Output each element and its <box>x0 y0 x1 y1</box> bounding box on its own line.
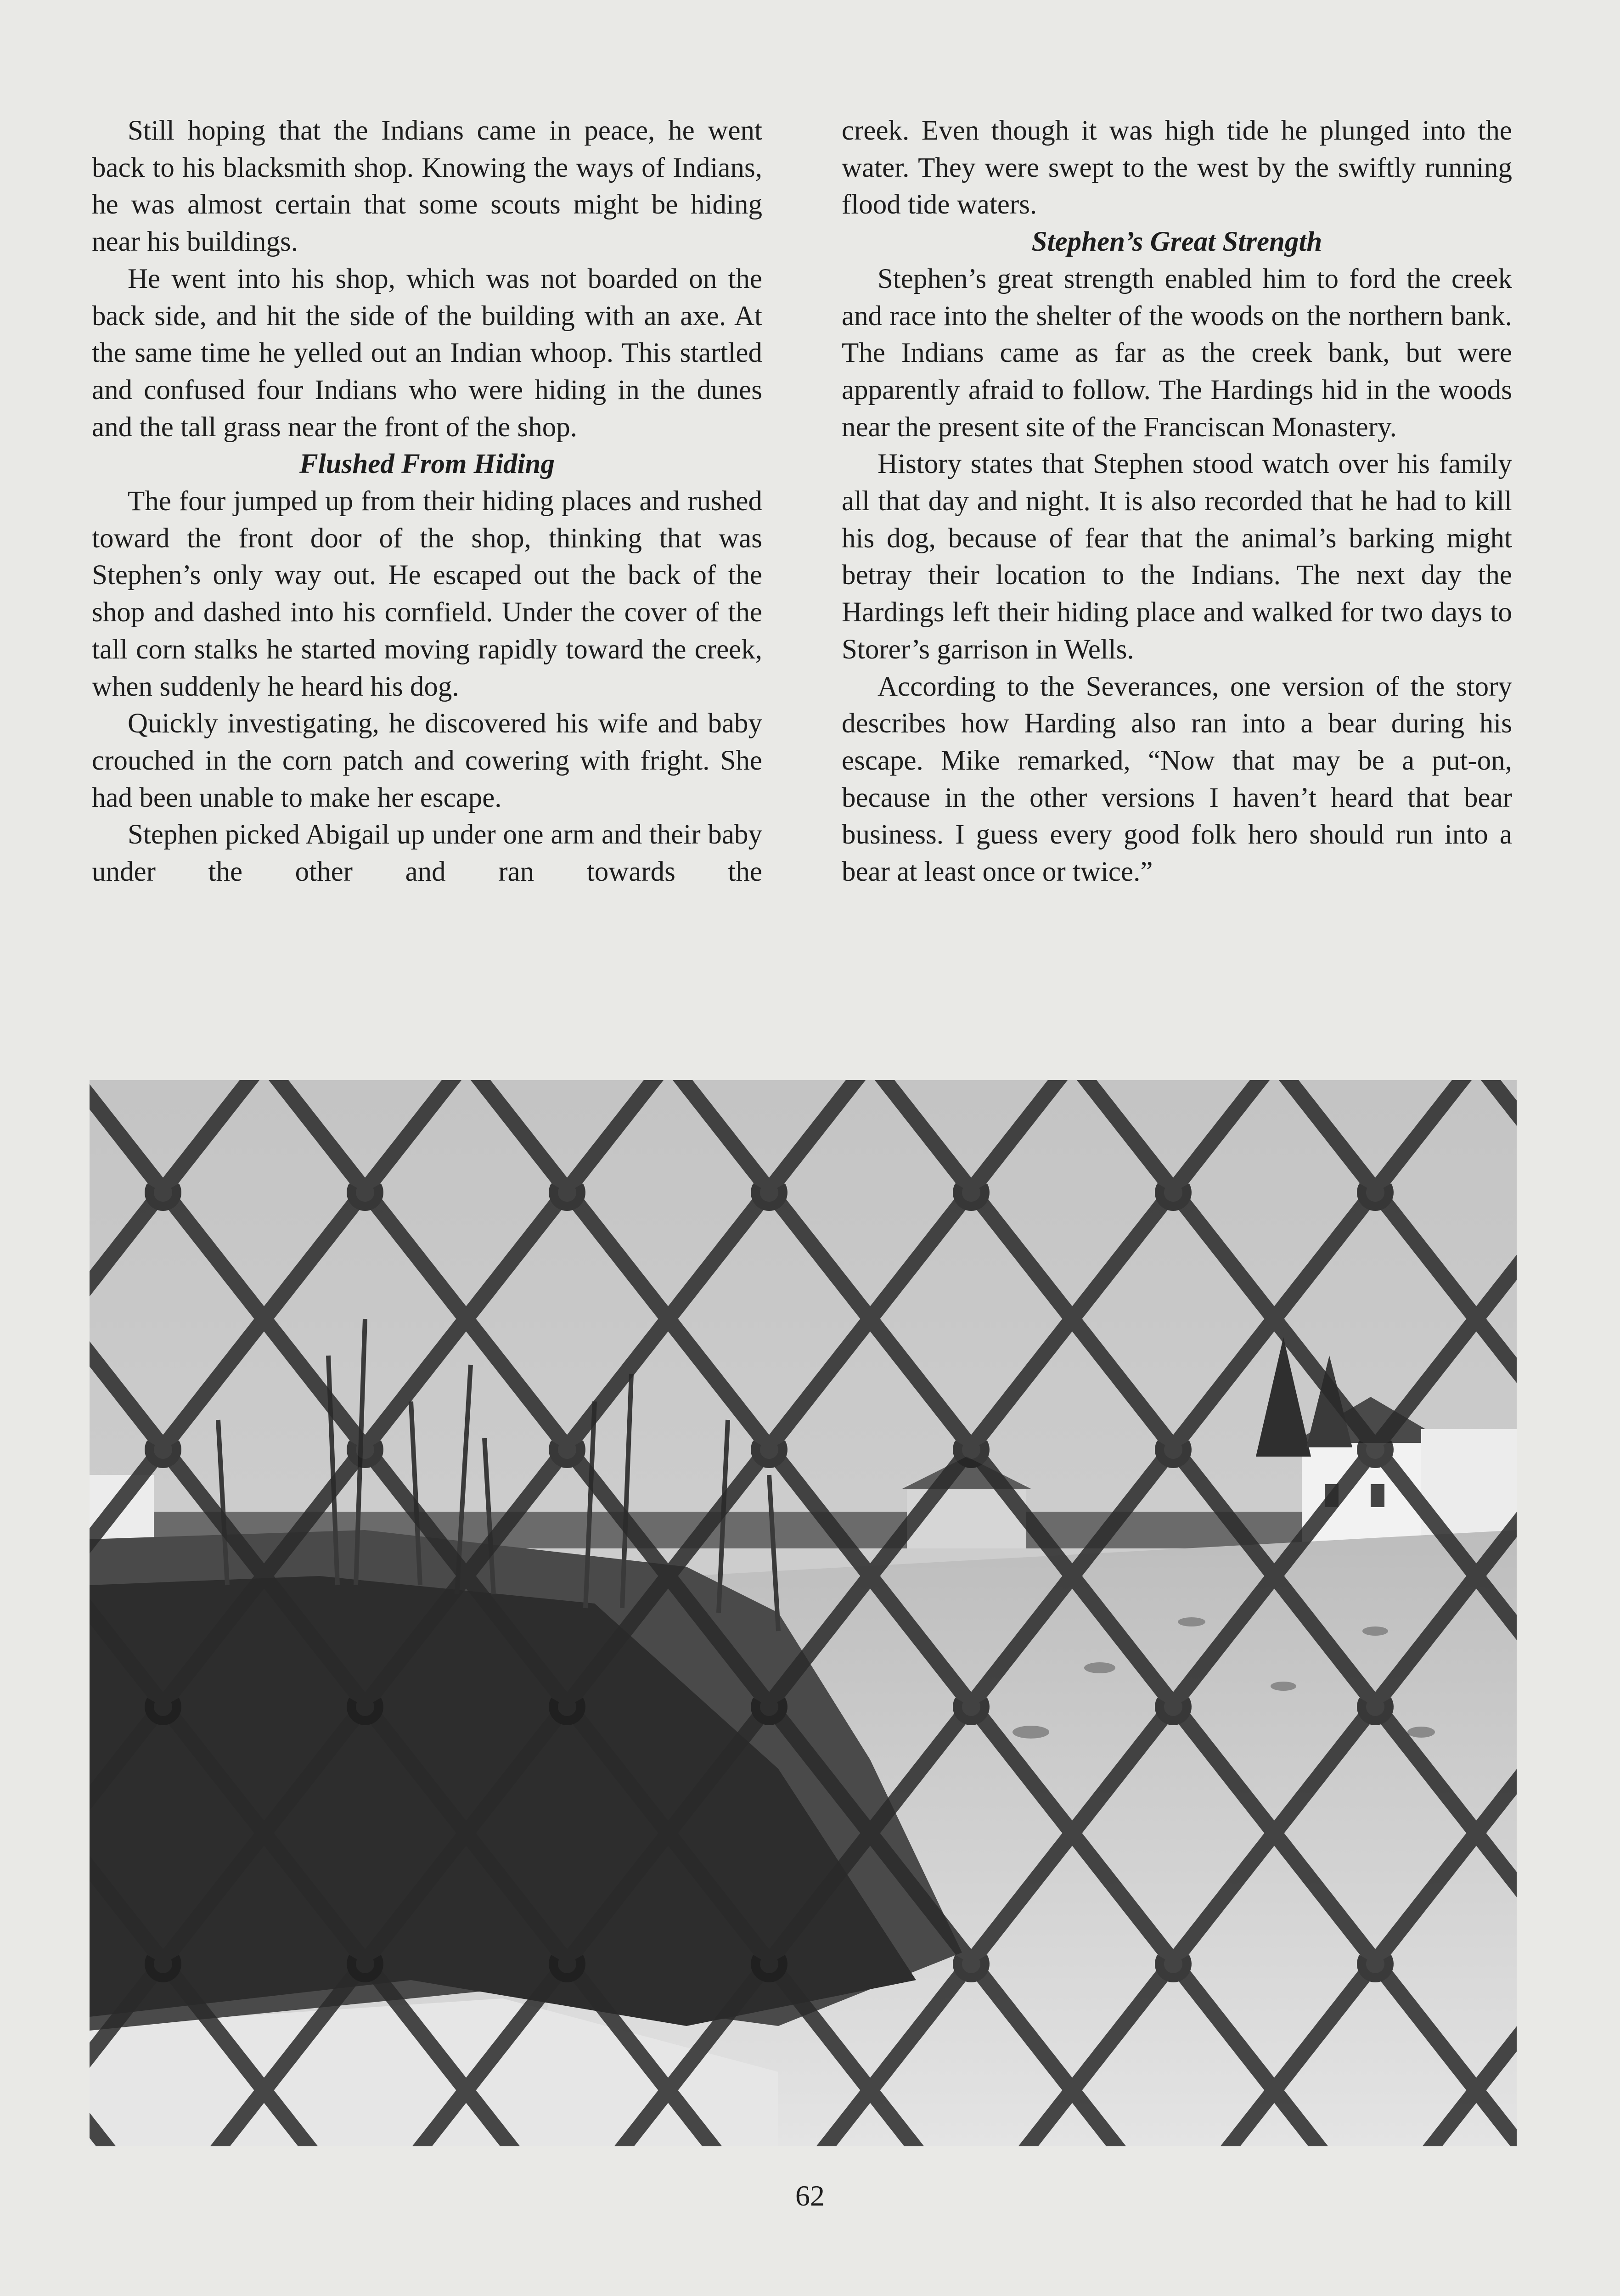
paragraph: Still hoping that the Indians came in peace, he went back to his blacksmith shop. Knowing the ways of Indians, he was almost certain that some scouts might be hiding near his buildings. <box>92 115 762 258</box>
paragraph: creek. Even though it was high tide he plunged into the water. They were swept to the west by the swiftly running flood tide waters. <box>842 115 1512 220</box>
paragraph: Stephen’s great strength enabled him to ford the creek and race into the shelter of the woods on the northern bank. The Indians came as far as the creek bank, but were apparently afraid to follow. The Hardings hid in the woods near the present site of the Franciscan Monastery. <box>842 263 1512 443</box>
right-text-column <box>842 113 1512 891</box>
paragraph: History states that Stephen stood watch over his family all that day and night. It is also recorded that he had to kill his dog, because of fear that the animal’s barking might betray their location to the Indians. The next day the Hardings left their hiding place and walked for two days to Storer’s garrison in Wells. <box>842 449 1512 665</box>
paragraph: According to the Severances, one version of the story describes how Harding also ran into a bear during his escape. Mike remarked, “Now that may be a put-on, because in the other versions I haven’t heard that bear business. I guess every good folk hero should run into a bear at least once or twice.” <box>842 671 1512 888</box>
section-subheading: Stephen’s Great Strength <box>1031 226 1322 258</box>
section-subheading: Flushed From Hiding <box>299 449 555 480</box>
paragraph: He went into his shop, which was not boarded on the back side, and hit the side of the building with an axe. At the same time he yelled out an Indian whoop. This startled and confused four Indians who were hiding in the dunes and the tall grass near the front of the shop. <box>92 263 762 443</box>
photograph-fence-dunes <box>90 1080 1517 2146</box>
page-number: 62 <box>795 2179 825 2212</box>
left-text-column <box>92 113 762 891</box>
paragraph: The four jumped up from their hiding places and rushed toward the front door of the shop, thinking that was Stephen’s only way out. He escaped out the back of the shop and dashed into his cornfield. Under the cover of the tall corn stalks he started moving rapidly toward the creek, when suddenly he heard his dog. <box>92 486 762 702</box>
photo-illustration <box>90 1080 1517 2146</box>
paragraph: Stephen picked Abigail up under one arm and their baby under the other and ran towards the <box>92 819 762 888</box>
paragraph: Quickly investigating, he discovered his wife and baby crouched in the corn patch and cowering with fright. She had been unable to make her escape. <box>92 708 762 813</box>
